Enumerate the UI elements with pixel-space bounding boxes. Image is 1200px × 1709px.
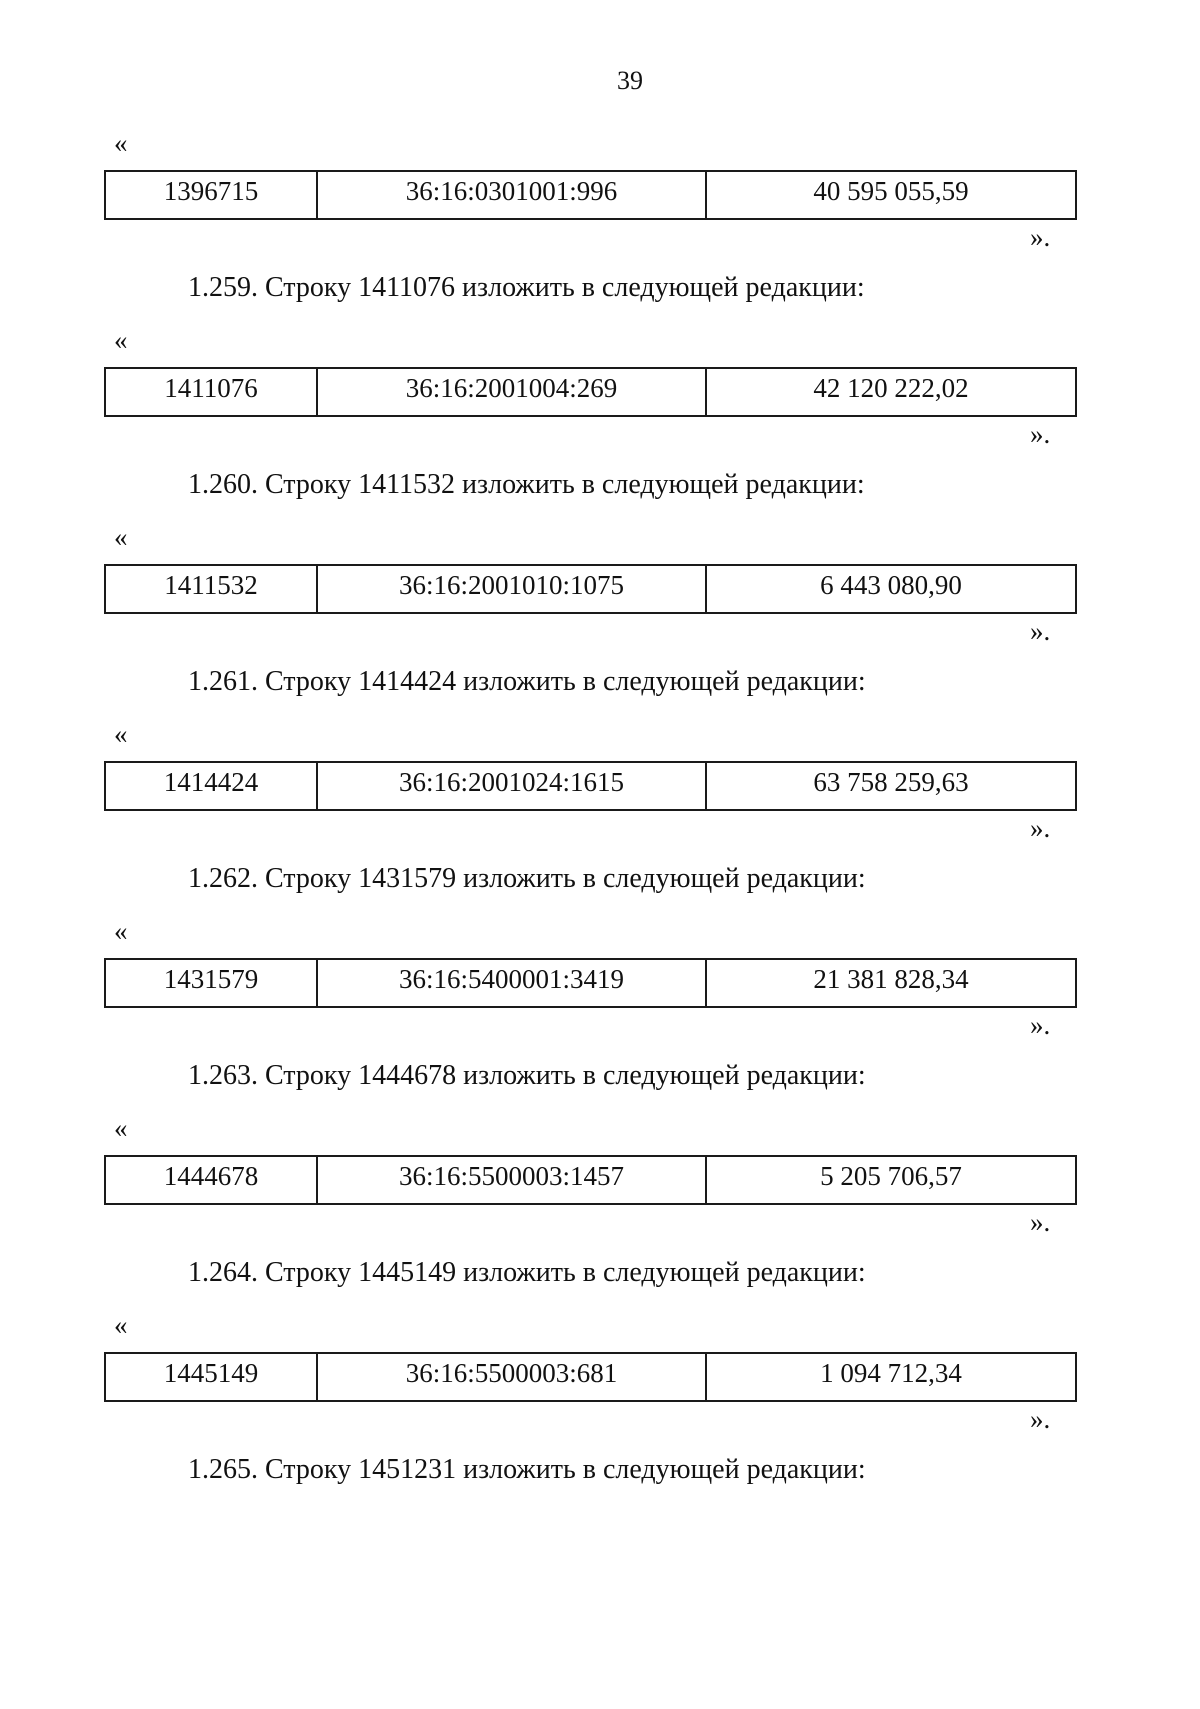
table-row	[105, 959, 1076, 1007]
quote-close: ».	[1030, 419, 1051, 449]
instruction-paragraph: 1.262. Строку 1431579 изложить в следующей редакции:	[188, 863, 866, 894]
cadastral-value-cell: 40 595 055,59	[706, 171, 1076, 219]
quote-close: ».	[1030, 1404, 1051, 1434]
row-code-cell: 1411076	[105, 368, 317, 416]
cadastral-number-cell: 36:16:0301001:996	[317, 171, 706, 219]
cadastral-number-cell: 36:16:2001010:1075	[317, 565, 706, 613]
data-row-table	[104, 170, 1077, 220]
data-row-table	[104, 1155, 1077, 1205]
table-row	[105, 762, 1076, 810]
quote-close: ».	[1030, 1010, 1051, 1040]
data-row-table	[104, 367, 1077, 417]
instruction-paragraph: 1.261. Строку 1414424 изложить в следующей редакции:	[188, 666, 866, 697]
quote-close: ».	[1030, 813, 1051, 843]
row-code-cell: 1444678	[105, 1156, 317, 1204]
cadastral-number-cell: 36:16:5500003:1457	[317, 1156, 706, 1204]
row-code-cell: 1431579	[105, 959, 317, 1007]
data-row-table	[104, 564, 1077, 614]
cadastral-value-cell: 6 443 080,90	[706, 565, 1076, 613]
quote-open: «	[114, 1113, 128, 1143]
cadastral-number-cell: 36:16:5500003:681	[317, 1353, 706, 1401]
cadastral-value-cell: 21 381 828,34	[706, 959, 1076, 1007]
quote-close: ».	[1030, 222, 1051, 252]
data-row-table	[104, 1352, 1077, 1402]
quote-open: «	[114, 1310, 128, 1340]
row-code-cell: 1414424	[105, 762, 317, 810]
quote-close: ».	[1030, 1207, 1051, 1237]
cadastral-number-cell: 36:16:5400001:3419	[317, 959, 706, 1007]
instruction-paragraph: 1.259. Строку 1411076 изложить в следующей редакции:	[188, 272, 865, 303]
table-row	[105, 565, 1076, 613]
cadastral-value-cell: 1 094 712,34	[706, 1353, 1076, 1401]
cadastral-number-cell: 36:16:2001024:1615	[317, 762, 706, 810]
instruction-paragraph: 1.265. Строку 1451231 изложить в следующей редакции:	[188, 1454, 866, 1485]
quote-open: «	[114, 522, 128, 552]
table-row	[105, 368, 1076, 416]
quote-open: «	[114, 916, 128, 946]
cadastral-value-cell: 63 758 259,63	[706, 762, 1076, 810]
row-code-cell: 1396715	[105, 171, 317, 219]
instruction-paragraph: 1.264. Строку 1445149 изложить в следующей редакции:	[188, 1257, 866, 1288]
table-row	[105, 1353, 1076, 1401]
page-number: 39	[617, 66, 643, 95]
table-row	[105, 171, 1076, 219]
quote-open: «	[114, 325, 128, 355]
data-row-table	[104, 761, 1077, 811]
row-code-cell: 1411532	[105, 565, 317, 613]
data-row-table	[104, 958, 1077, 1008]
cadastral-number-cell: 36:16:2001004:269	[317, 368, 706, 416]
cadastral-value-cell: 5 205 706,57	[706, 1156, 1076, 1204]
instruction-paragraph: 1.263. Строку 1444678 изложить в следующей редакции:	[188, 1060, 866, 1091]
row-code-cell: 1445149	[105, 1353, 317, 1401]
table-row	[105, 1156, 1076, 1204]
instruction-paragraph: 1.260. Строку 1411532 изложить в следующей редакции:	[188, 469, 865, 500]
quote-close: ».	[1030, 616, 1051, 646]
quote-open: «	[114, 128, 128, 158]
cadastral-value-cell: 42 120 222,02	[706, 368, 1076, 416]
quote-open: «	[114, 719, 128, 749]
